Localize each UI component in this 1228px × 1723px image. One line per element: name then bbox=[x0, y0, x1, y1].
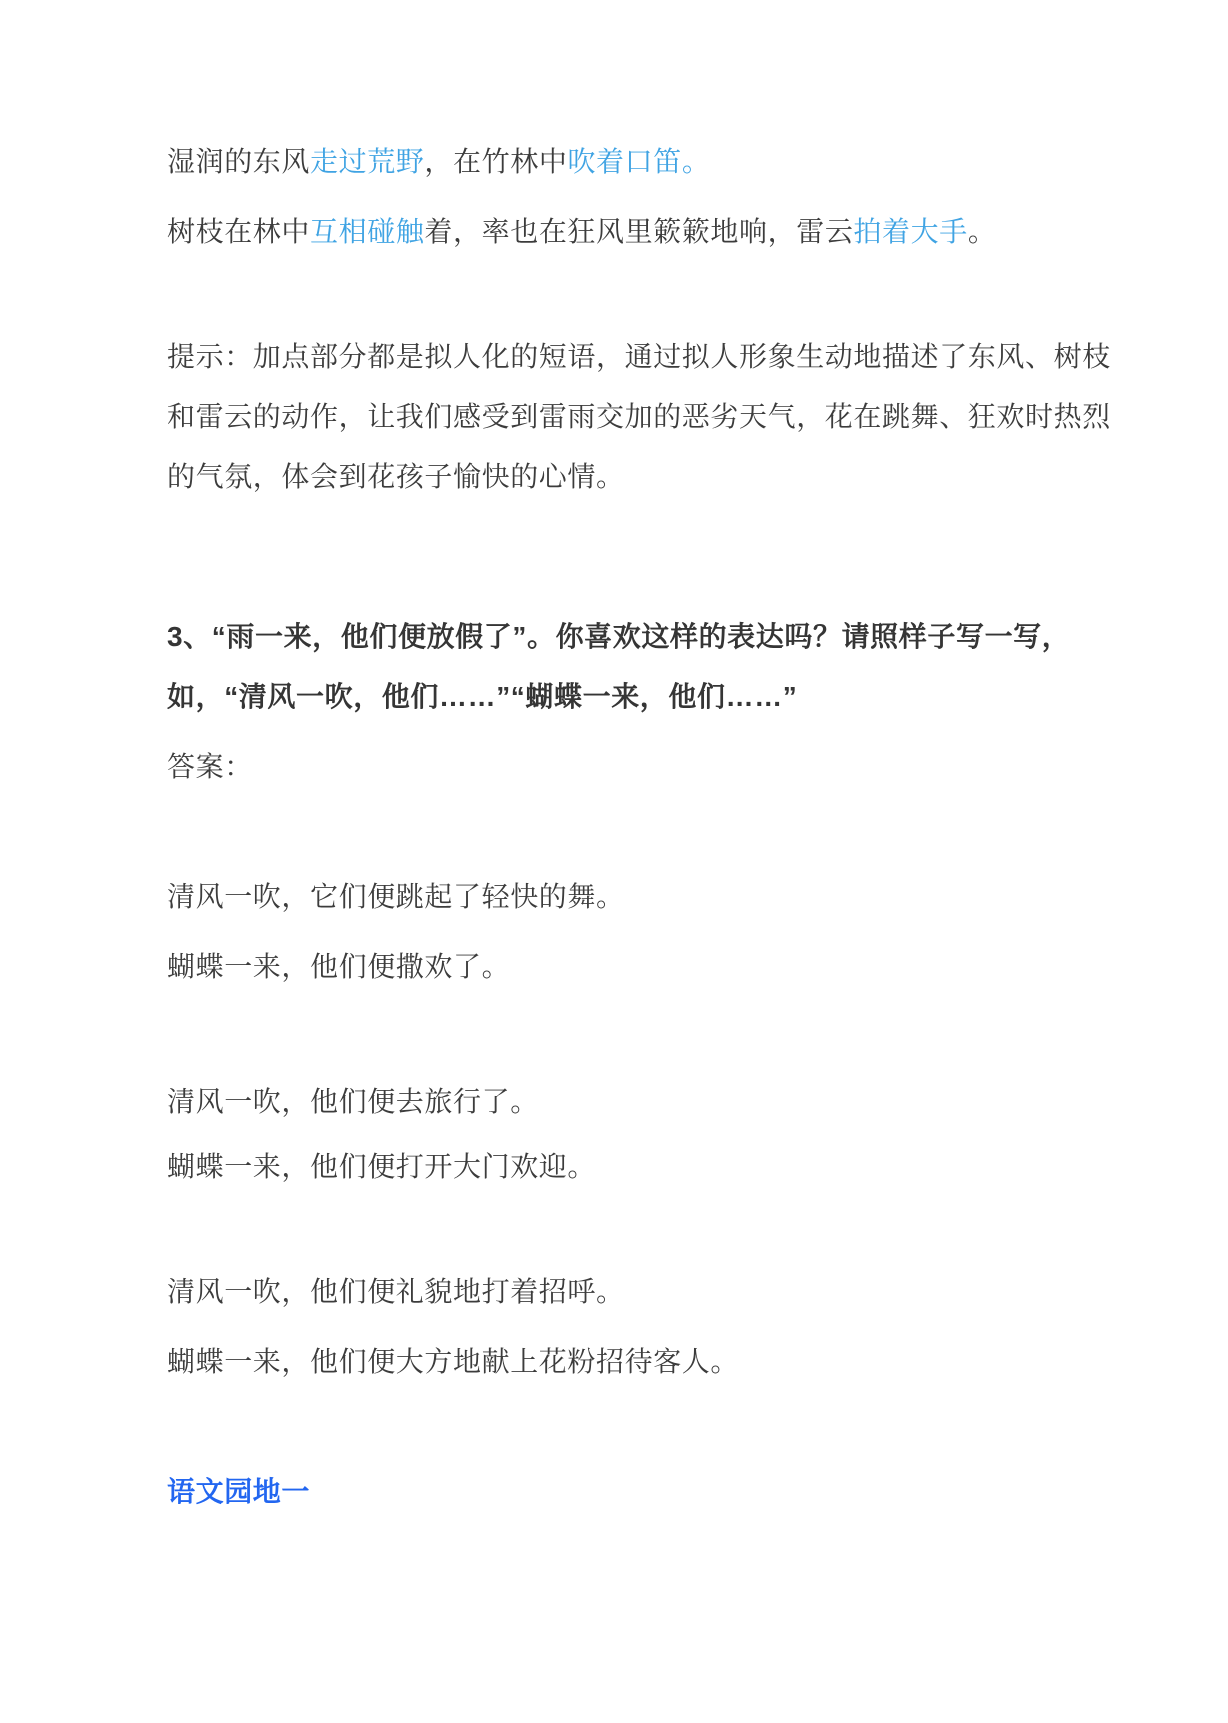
hint-paragraph-line-2: 和雷云的动作，让我们感受到雷雨交加的恶劣天气，花在跳舞、狂欢时热烈 bbox=[167, 401, 1111, 432]
text-segment: 湿润的东风 bbox=[167, 146, 311, 177]
text-segment: 。 bbox=[967, 216, 997, 247]
sentence-east-wind bbox=[167, 142, 1168, 182]
link-yuwen-yuandi-1[interactable]: 语文园地一 bbox=[167, 1476, 311, 1507]
sentence-branches bbox=[167, 212, 1168, 252]
text-segment: ，在竹林中 bbox=[424, 146, 568, 177]
highlight-phrase-touch-each-other: 互相碰触 bbox=[310, 216, 425, 247]
highlight-phrase-walk-wilderness: 走过荒野 bbox=[310, 146, 425, 177]
answer-sentence-6: 蝴蝶一来，他们便大方地献上花粉招待客人。 bbox=[167, 1346, 740, 1377]
answer-sentence-1: 清风一吹，它们便跳起了轻快的舞。 bbox=[167, 881, 625, 912]
answer-sentence-3: 清风一吹，他们便去旅行了。 bbox=[167, 1086, 539, 1117]
highlight-phrase-clap-hands: 拍着大手 bbox=[853, 216, 968, 247]
answer-sentence-5: 清风一吹，他们便礼貌地打着招呼。 bbox=[167, 1276, 625, 1307]
question-3-line-2: 如，“清风一吹，他们……”“蝴蝶一来，他们……” bbox=[167, 681, 798, 712]
highlight-phrase-whistle: 吹着口笛。 bbox=[567, 146, 711, 177]
text-segment: 树枝在林中 bbox=[167, 216, 311, 247]
question-3-line-1: 3、“雨一来，他们便放假了”。你喜欢这样的表达吗？请照样子写一写， bbox=[167, 621, 1071, 652]
answer-sentence-4: 蝴蝶一来，他们便打开大门欢迎。 bbox=[167, 1151, 597, 1182]
answer-label: 答案： bbox=[167, 751, 253, 782]
footer-link-row bbox=[167, 1472, 1168, 1512]
hint-paragraph-line-3: 的气氛，体会到花孩子愉快的心情。 bbox=[167, 461, 625, 492]
hint-paragraph-line-1: 提示：加点部分都是拟人化的短语，通过拟人形象生动地描述了东风、树枝 bbox=[167, 341, 1111, 372]
answer-sentence-2: 蝴蝶一来，他们便撒欢了。 bbox=[167, 951, 511, 982]
text-segment: 着，率也在狂风里簌簌地响，雷云 bbox=[424, 216, 854, 247]
